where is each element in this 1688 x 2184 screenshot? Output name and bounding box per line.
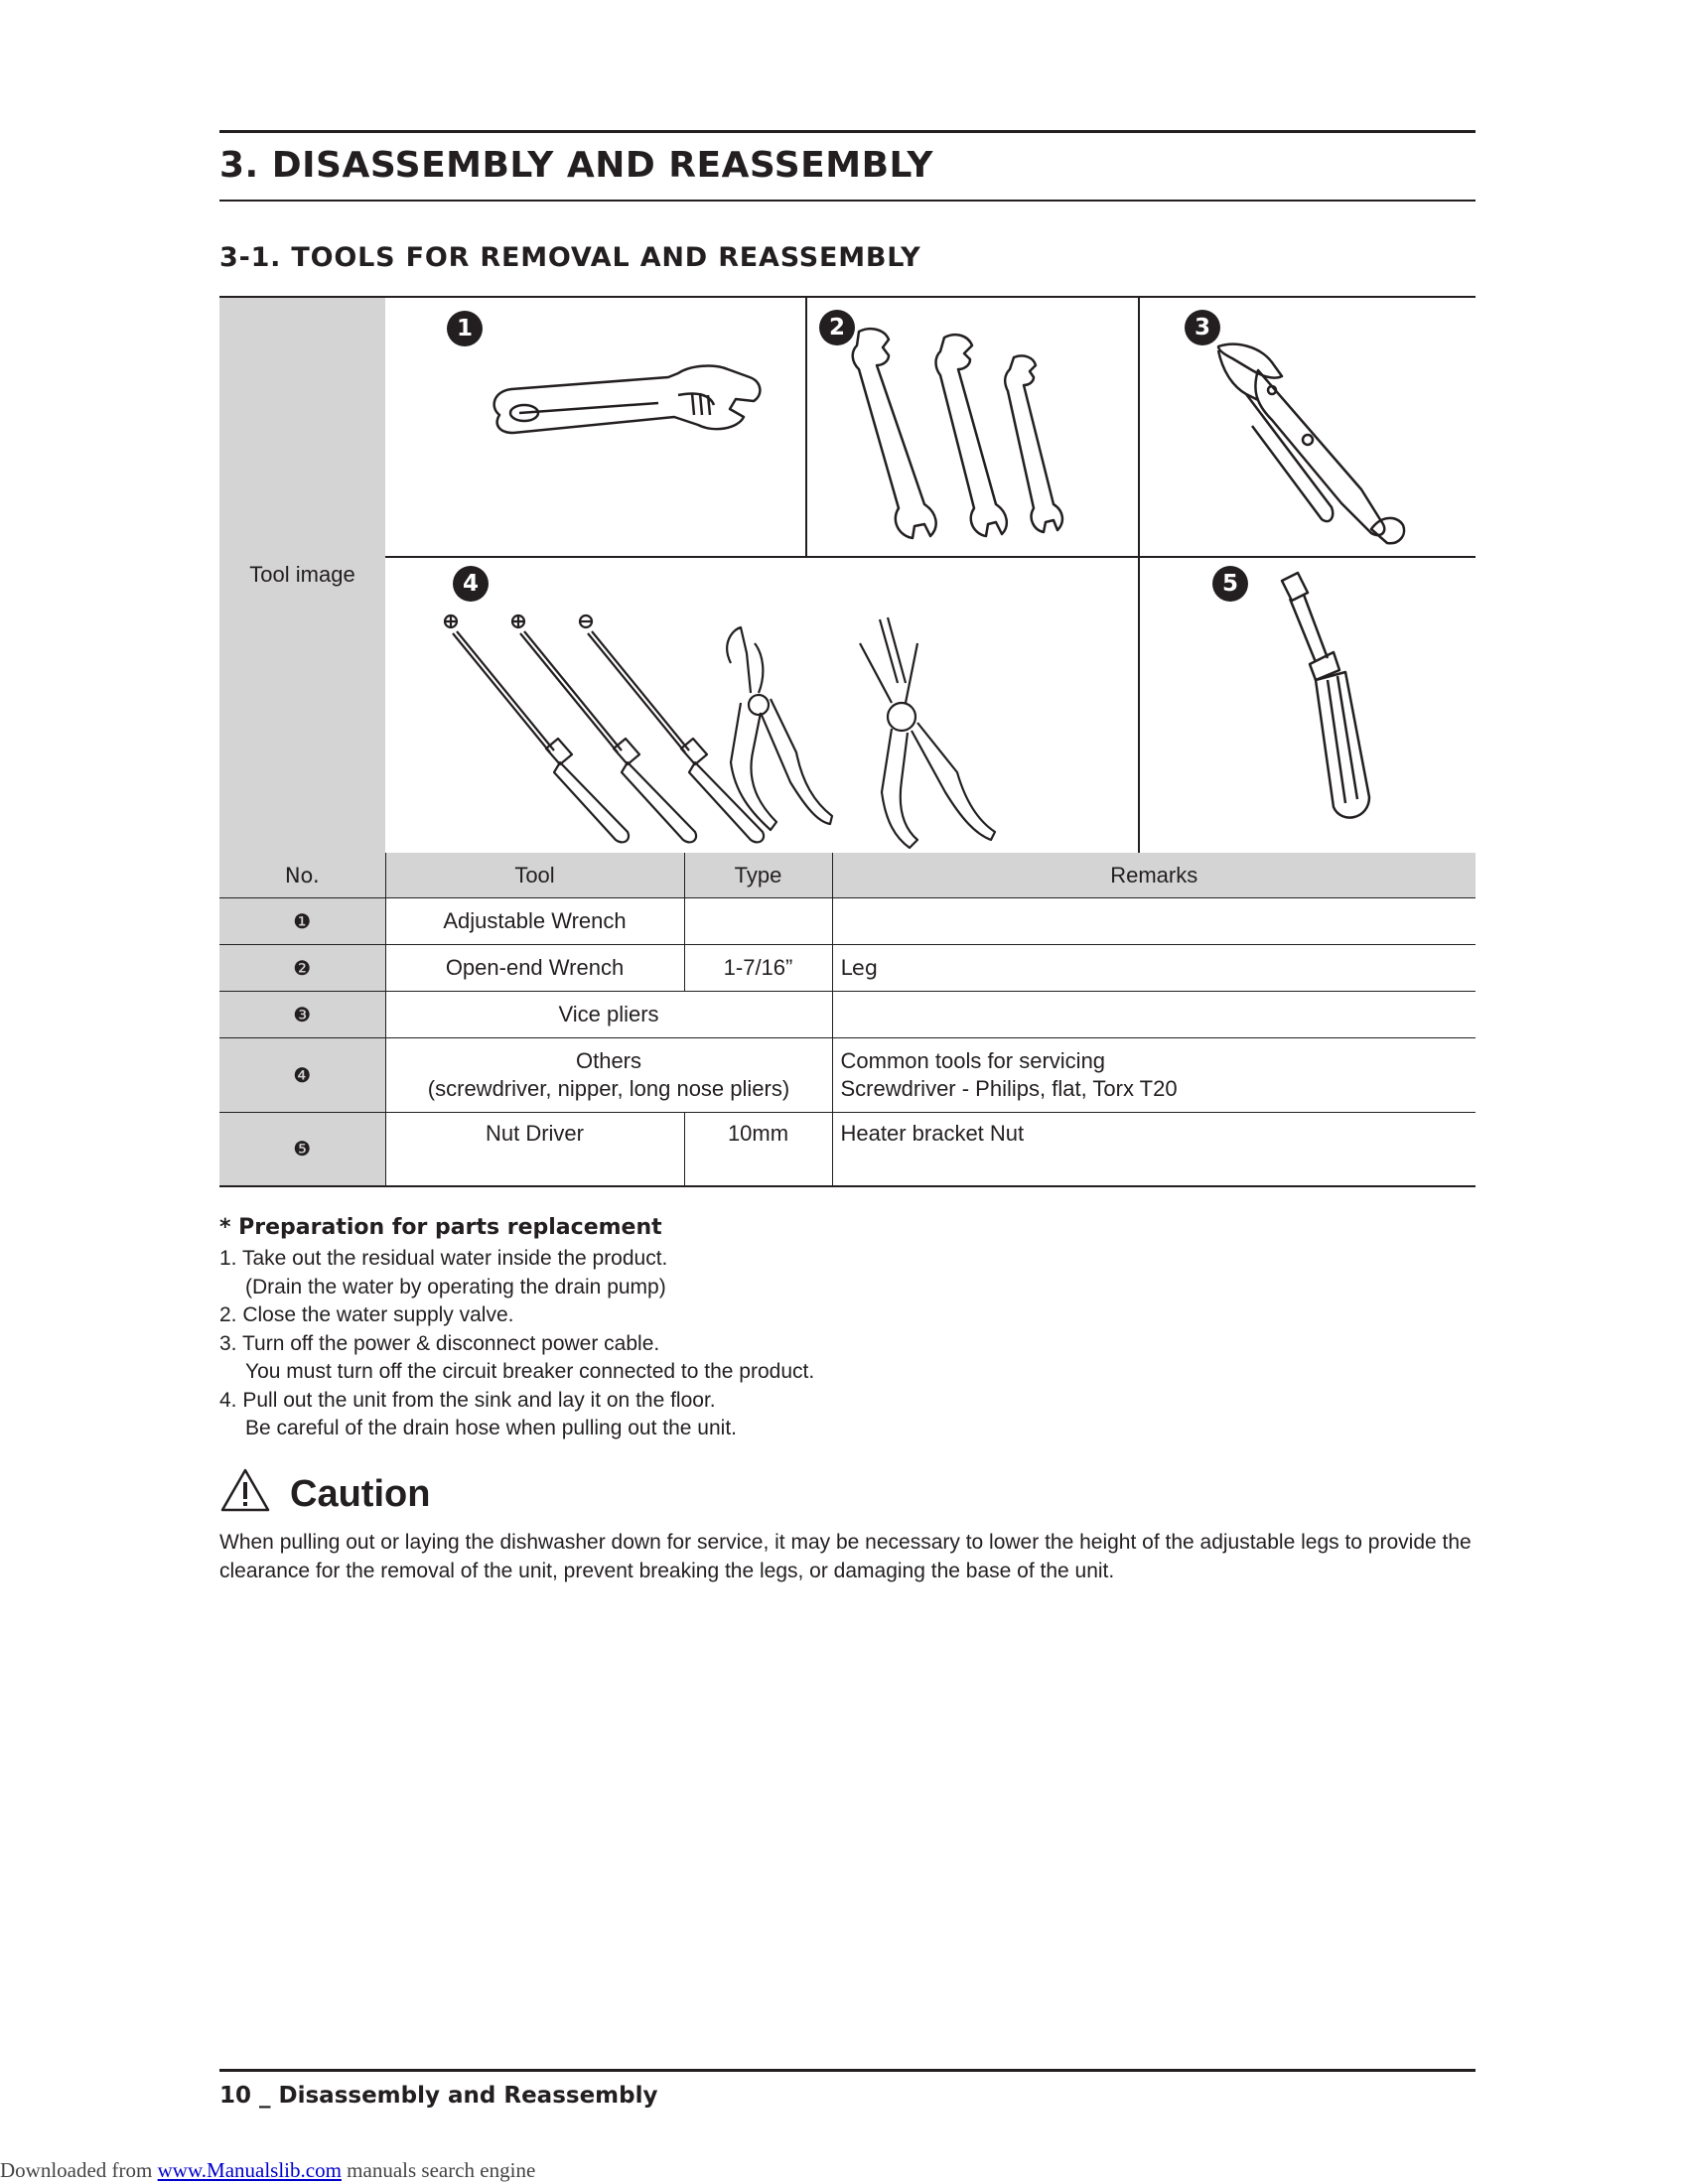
screwdrivers-pliers-icon xyxy=(443,614,1088,852)
row-type: 1-7/16” xyxy=(684,945,832,992)
row-remarks xyxy=(832,1038,1476,1113)
caution-text: When pulling out or laying the dishwasher down for service, it may be necessary to lower the height of the adjustable legs to provide the clearance for the removal of the unit, prevent breaking the legs, or damaging the base of the unit. xyxy=(219,1531,1472,1582)
table-row xyxy=(219,898,1476,945)
tool-image-block xyxy=(219,296,1476,854)
list-item: 2. Close the water supply valve. xyxy=(219,1303,514,1326)
tool-image-label: Tool image xyxy=(249,562,355,587)
row-tool xyxy=(385,1038,832,1113)
list-item: (Drain the water by operating the drain pump) xyxy=(245,1275,666,1298)
list-item: 4. Pull out the unit from the sink and lay it on the floor. xyxy=(219,1388,716,1412)
header-no: No. xyxy=(219,853,385,898)
table-row xyxy=(219,945,1476,992)
tools-table xyxy=(219,853,1476,1187)
divider-row xyxy=(385,556,1476,558)
badge-5-icon: 5 xyxy=(1212,566,1248,602)
title-underline xyxy=(219,200,1476,202)
caution-title: Caution xyxy=(290,1473,431,1515)
list-item: 1. Take out the residual water inside the product. xyxy=(219,1247,668,1270)
table-row xyxy=(219,1038,1476,1113)
divider-1-2 xyxy=(805,296,807,556)
row-tool-line1: Others xyxy=(575,1048,642,1073)
badge-1-icon: 1 xyxy=(447,311,483,346)
row-tool: Open-end Wrench xyxy=(385,945,684,992)
row-no: ❺ xyxy=(219,1113,385,1186)
row-tool: Vice pliers xyxy=(385,992,832,1038)
header-type: Type xyxy=(684,853,832,898)
row-remarks-line2: Screwdriver - Philips, flat, Torx T20 xyxy=(840,1076,1178,1101)
list-item: You must turn off the circuit breaker connected to the product. xyxy=(245,1360,815,1383)
row-type xyxy=(684,898,832,945)
block-top-border xyxy=(219,296,1476,298)
list-item: Be careful of the drain hose when pulling out the unit. xyxy=(245,1417,737,1439)
table-row xyxy=(219,1113,1476,1186)
preparation-list xyxy=(219,1245,814,1443)
row-no: ❷ xyxy=(219,945,385,992)
open-end-wrench-icon xyxy=(845,326,1143,554)
row-no: ❶ xyxy=(219,898,385,945)
row-tool-line2: (screwdriver, nipper, long nose pliers) xyxy=(427,1076,790,1101)
row-no: ❹ xyxy=(219,1038,385,1113)
vice-pliers-icon xyxy=(1212,341,1421,554)
row-no: ❸ xyxy=(219,992,385,1038)
row-remarks: Heater bracket Nut xyxy=(832,1113,1476,1186)
header-tool: Tool xyxy=(385,853,684,898)
table-row xyxy=(219,992,1476,1038)
badge-4-icon: 4 xyxy=(453,566,489,602)
download-suffix: manuals search engine xyxy=(341,2158,536,2182)
preparation-title: * Preparation for parts replacement xyxy=(219,1215,662,1240)
download-prefix: Downloaded from xyxy=(0,2158,158,2182)
header-remarks: Remarks xyxy=(832,853,1476,898)
row-tool: Adjustable Wrench xyxy=(385,898,684,945)
section-title: 3-1. TOOLS FOR REMOVAL AND REASSEMBLY xyxy=(219,242,921,273)
list-item: 3. Turn off the power & disconnect power cable. xyxy=(219,1331,660,1355)
badge-2-icon: 2 xyxy=(819,310,855,345)
row-remarks xyxy=(832,898,1476,945)
row-remarks: Leg xyxy=(832,945,1476,992)
manualslib-link[interactable]: www.Manualslib.com xyxy=(157,2158,342,2182)
download-note xyxy=(0,2158,535,2183)
badge-3-icon: 3 xyxy=(1185,310,1220,345)
footer-rule xyxy=(219,2069,1476,2072)
nut-driver-icon xyxy=(1272,569,1381,827)
footer-page-label: 10 _ Disassembly and Reassembly xyxy=(219,2083,658,2109)
row-remarks xyxy=(832,992,1476,1038)
warning-triangle-icon xyxy=(219,1467,271,1513)
row-type: 10mm xyxy=(684,1113,832,1186)
row-remarks-line1: Common tools for servicing xyxy=(840,1048,1106,1073)
page-title: 3. DISASSEMBLY AND REASSEMBLY xyxy=(219,145,933,186)
row-tool: Nut Driver xyxy=(385,1113,684,1186)
table-header-row xyxy=(219,853,1476,898)
top-rule xyxy=(219,130,1476,133)
adjustable-wrench-icon xyxy=(480,355,777,455)
